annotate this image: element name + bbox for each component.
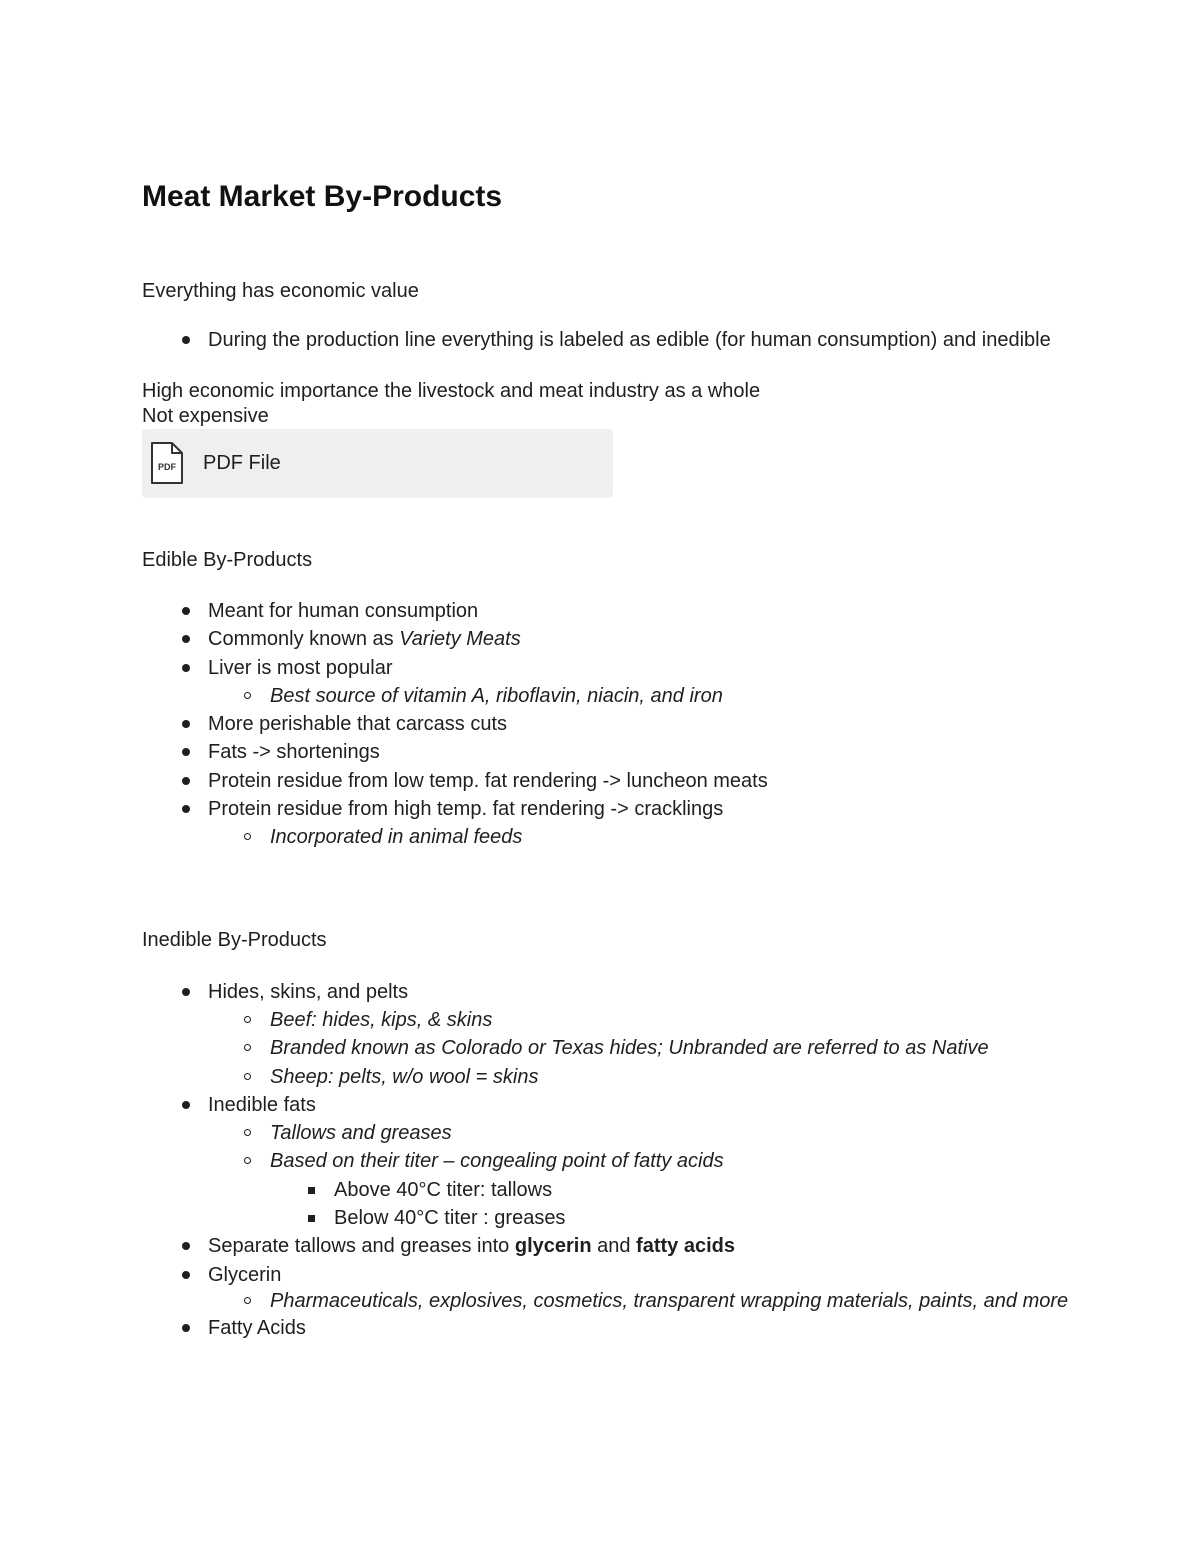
intro-heading: Everything has economic value (142, 280, 419, 302)
list-item-text: Hides, skins, and pelts (208, 980, 409, 1003)
sub-list (208, 1289, 1072, 1314)
inedible-heading: Inedible By-Products (142, 928, 327, 951)
document-page (142, 178, 1072, 1342)
edible-list (142, 597, 1072, 852)
list-item (142, 1232, 1072, 1260)
intro-line-1: High economic importance the livestock and meat industry as a whole (142, 380, 761, 402)
sub-list-item (208, 1006, 1072, 1034)
list-item: Fats -> shortenings (142, 738, 1072, 766)
list-item-text: Inedible fats (208, 1093, 316, 1116)
list-item: More perishable that carcass cuts (142, 710, 1072, 738)
sub-list (208, 823, 1072, 851)
pdf-attachment-label: PDF File (203, 452, 281, 474)
pdf-attachment[interactable] (142, 429, 613, 498)
intro-list (142, 328, 1072, 353)
list-item (142, 795, 1072, 852)
list-item-text: and (591, 1235, 637, 1258)
inedible-list (142, 978, 1072, 1343)
sub-list-item-text: Beef: hides, kips, & skins (270, 1008, 493, 1031)
list-item-text: Protein residue from high temp. fat rendering -> cracklings (208, 798, 724, 821)
sub-sub-list (270, 1176, 1072, 1233)
list-item-text: Liver is most popular (208, 656, 393, 679)
intro-line-2: Not expensive (142, 405, 269, 427)
sub-list-item (208, 1147, 1072, 1232)
sub-list-item-text: Based on their titer – congealing point of fatty acids (270, 1150, 724, 1173)
list-item (142, 978, 1072, 1091)
list-item-text: Separate tallows and greases into (208, 1235, 515, 1258)
pdf-file-icon (150, 441, 184, 485)
sub-list-item (208, 823, 1072, 851)
page-title: Meat Market By-Products (142, 180, 503, 213)
sub-list (208, 1119, 1072, 1232)
list-item (142, 625, 1072, 653)
sub-list-item-text: Best source of vitamin A, riboflavin, niacin, and iron (270, 684, 723, 707)
sub-list (208, 682, 1072, 710)
sub-list-item-text: Sheep: pelts, w/o wool = skins (270, 1065, 539, 1088)
sub-list-item (208, 1063, 1072, 1091)
sub-list-item (208, 1289, 1072, 1314)
sub-list-item-text: Branded known as Colorado or Texas hides; Unbranded are referred to as Native (270, 1037, 989, 1060)
list-item: Protein residue from low temp. fat rendering -> luncheon meats (142, 767, 1072, 795)
sub-sub-list-item: Above 40°C titer: tallows (270, 1176, 1072, 1204)
sub-list-item-text: Pharmaceuticals, explosives, cosmetics, transparent wrapping materials, paints, and more (270, 1289, 1069, 1312)
sub-list-item-text: Incorporated in animal feeds (270, 826, 523, 849)
sub-list-item (208, 682, 1072, 710)
list-item-emphasis: Variety Meats (399, 628, 521, 651)
list-item: Fatty Acids (142, 1314, 1072, 1342)
list-item-text: Glycerin (208, 1263, 282, 1286)
list-item (142, 654, 1072, 711)
list-item: During the production line everything is labeled as edible (for human consumption) and inedible (142, 328, 1072, 353)
list-item (142, 1261, 1072, 1314)
list-item-text: Commonly known as (208, 628, 400, 651)
list-item-bold: fatty acids (636, 1235, 735, 1258)
sub-sub-list-item: Below 40°C titer : greases (270, 1204, 1072, 1232)
sub-list-item (208, 1034, 1072, 1062)
pdf-icon-text: PDF (158, 462, 176, 472)
list-item: Meant for human consumption (142, 597, 1072, 625)
sub-list-item (208, 1119, 1072, 1147)
list-item-bold: glycerin (514, 1235, 592, 1258)
list-item (142, 1091, 1072, 1232)
edible-heading: Edible By-Products (142, 549, 313, 571)
sub-list (208, 1006, 1072, 1091)
sub-list-item-text: Tallows and greases (270, 1122, 452, 1145)
